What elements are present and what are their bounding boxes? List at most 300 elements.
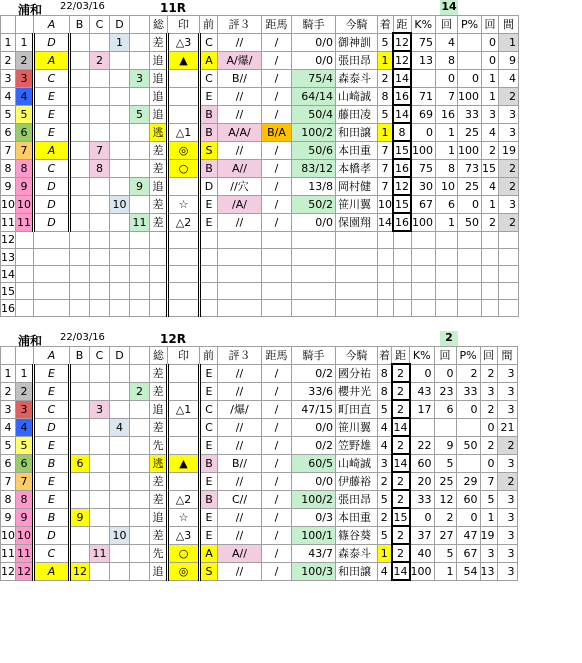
table-cell[interactable]: //穴 — [218, 177, 262, 195]
table-cell[interactable]: 0 — [410, 364, 435, 382]
table-cell[interactable]: 追 — [150, 508, 168, 526]
table-cell[interactable]: // — [218, 562, 262, 580]
table-cell[interactable]: D — [34, 213, 70, 231]
table-cell[interactable]: 6 — [16, 123, 34, 141]
table-cell[interactable] — [16, 249, 34, 266]
table-cell[interactable]: A — [200, 51, 218, 69]
table-cell[interactable] — [130, 300, 150, 317]
table-cell[interactable] — [458, 283, 482, 300]
table-cell[interactable] — [150, 231, 168, 249]
table-cell[interactable]: ◎ — [168, 141, 200, 159]
table-cell[interactable]: / — [262, 562, 292, 580]
table-cell[interactable]: E — [34, 123, 70, 141]
table-cell[interactable]: 2 — [16, 382, 34, 400]
table-cell[interactable]: E — [34, 87, 70, 105]
table-cell[interactable]: 7 — [16, 141, 34, 159]
table-cell[interactable]: 逃 — [150, 454, 168, 472]
table-cell[interactable] — [110, 283, 130, 300]
table-cell[interactable]: /爆/ — [218, 400, 262, 418]
table-cell[interactable] — [90, 526, 110, 544]
table-cell[interactable] — [110, 562, 130, 580]
table-cell[interactable]: // — [218, 33, 262, 51]
table-cell[interactable]: 7 — [1, 141, 16, 159]
table-cell[interactable]: / — [262, 472, 292, 490]
table-cell[interactable]: 47/15 — [292, 400, 336, 418]
table-cell[interactable]: 7 — [1, 472, 16, 490]
table-cell[interactable]: 15 — [393, 195, 411, 213]
table-cell[interactable] — [70, 382, 90, 400]
table-cell[interactable] — [378, 249, 394, 266]
table-cell[interactable]: 0 — [436, 69, 458, 87]
table-cell[interactable]: 12 — [393, 177, 411, 195]
table-cell[interactable]: 3 — [16, 69, 34, 87]
table-cell[interactable] — [110, 490, 130, 508]
table-cell[interactable]: 13 — [1, 250, 15, 264]
table-cell[interactable]: // — [218, 526, 262, 544]
table-cell[interactable]: 6 — [1, 123, 16, 141]
table-cell[interactable]: 1 — [378, 51, 394, 69]
table-cell[interactable] — [130, 490, 150, 508]
table-cell[interactable]: 22 — [410, 436, 435, 454]
table-cell[interactable]: 3 — [497, 400, 517, 418]
table-cell[interactable] — [90, 123, 110, 141]
table-cell[interactable] — [168, 382, 200, 400]
table-cell[interactable] — [436, 300, 458, 317]
table-cell[interactable] — [34, 283, 70, 300]
table-cell[interactable]: 0 — [482, 33, 499, 51]
table-cell[interactable]: 50 — [456, 436, 480, 454]
table-cell[interactable]: 1 — [436, 141, 458, 159]
table-cell[interactable] — [70, 544, 90, 562]
table-cell[interactable]: 0/2 — [292, 436, 336, 454]
table-cell[interactable]: 12 — [434, 490, 456, 508]
table-cell[interactable]: 4 — [482, 123, 499, 141]
table-cell[interactable] — [168, 364, 200, 382]
table-cell[interactable]: E — [200, 472, 218, 490]
table-cell[interactable] — [70, 364, 90, 382]
table-cell[interactable]: 2 — [497, 472, 517, 490]
table-cell[interactable] — [336, 266, 378, 283]
table-cell[interactable]: / — [262, 544, 292, 562]
table-cell[interactable]: 12 — [393, 33, 411, 51]
table-cell[interactable]: 2 — [392, 472, 410, 490]
table-cell[interactable] — [168, 266, 200, 283]
table-cell[interactable] — [150, 266, 168, 283]
table-cell[interactable]: D — [34, 33, 70, 51]
table-cell[interactable] — [130, 159, 150, 177]
table-cell[interactable]: 2 — [378, 472, 392, 490]
table-cell[interactable] — [110, 177, 130, 195]
table-cell[interactable]: 43 — [410, 382, 435, 400]
table-cell[interactable] — [110, 382, 130, 400]
table-cell[interactable]: 4 — [499, 69, 519, 87]
table-cell[interactable] — [110, 141, 130, 159]
table-cell[interactable]: 1 — [1, 364, 16, 382]
table-cell[interactable]: 73 — [458, 159, 482, 177]
table-cell[interactable]: 4 — [436, 33, 458, 51]
table-cell[interactable] — [70, 105, 90, 123]
table-cell[interactable]: 0 — [482, 51, 499, 69]
table-cell[interactable]: 5 — [480, 490, 497, 508]
table-cell[interactable]: 3 — [497, 490, 517, 508]
table-cell[interactable]: C — [34, 159, 70, 177]
table-cell[interactable]: 5 — [16, 105, 34, 123]
table-cell[interactable]: 12 — [70, 562, 90, 580]
table-cell[interactable]: 5 — [1, 436, 16, 454]
table-cell[interactable] — [70, 177, 90, 195]
table-cell[interactable]: A// — [218, 544, 262, 562]
table-cell[interactable] — [16, 266, 34, 283]
table-cell[interactable]: 12 — [1, 231, 16, 249]
table-cell[interactable]: 1 — [16, 33, 34, 51]
table-cell[interactable]: 8 — [378, 364, 392, 382]
table-cell[interactable] — [336, 249, 378, 266]
table-cell[interactable]: / — [262, 382, 292, 400]
table-cell[interactable]: 差 — [150, 472, 168, 490]
table-cell[interactable] — [70, 195, 90, 213]
table-cell[interactable]: 23 — [434, 382, 456, 400]
table-cell[interactable] — [456, 454, 480, 472]
table-cell[interactable]: 先 — [150, 544, 168, 562]
table-cell[interactable]: 9 — [130, 177, 150, 195]
table-cell[interactable]: 3 — [130, 69, 150, 87]
table-cell[interactable] — [110, 472, 130, 490]
table-cell[interactable] — [130, 141, 150, 159]
table-cell[interactable]: 國分祐 — [336, 364, 378, 382]
table-cell[interactable]: / — [262, 418, 292, 436]
table-cell[interactable]: 21 — [497, 418, 517, 436]
table-cell[interactable] — [70, 472, 90, 490]
table-cell[interactable]: 追 — [150, 105, 168, 123]
table-cell[interactable]: 50 — [458, 213, 482, 231]
table-cell[interactable] — [150, 249, 168, 266]
table-cell[interactable] — [200, 231, 218, 249]
table-cell[interactable]: 0/0 — [292, 472, 336, 490]
table-cell[interactable]: 8 — [16, 159, 34, 177]
table-cell[interactable] — [90, 195, 110, 213]
table-cell[interactable] — [130, 364, 150, 382]
table-cell[interactable]: 0 — [411, 123, 436, 141]
table-cell[interactable] — [411, 231, 436, 249]
table-cell[interactable]: 10 — [1, 195, 16, 213]
table-cell[interactable]: 3 — [16, 400, 34, 418]
table-cell[interactable]: 1 — [16, 364, 34, 382]
table-cell[interactable]: 7 — [16, 472, 34, 490]
table-cell[interactable]: 14 — [392, 562, 410, 580]
table-cell[interactable]: S — [200, 562, 218, 580]
table-cell[interactable] — [90, 177, 110, 195]
table-cell[interactable]: 御神訓 — [336, 33, 378, 51]
table-cell[interactable]: 27 — [434, 526, 456, 544]
table-cell[interactable] — [110, 544, 130, 562]
table-cell[interactable]: 3 — [497, 562, 517, 580]
table-cell[interactable]: 2 — [392, 490, 410, 508]
table-cell[interactable] — [70, 33, 90, 51]
table-cell[interactable]: 0/0 — [292, 33, 336, 51]
table-cell[interactable] — [499, 283, 519, 300]
table-cell[interactable] — [410, 418, 435, 436]
table-cell[interactable]: 33 — [458, 105, 482, 123]
table-cell[interactable]: ◎ — [168, 562, 200, 580]
table-cell[interactable]: 8 — [16, 490, 34, 508]
table-cell[interactable] — [482, 231, 499, 249]
table-cell[interactable]: 6 — [434, 400, 456, 418]
table-cell[interactable]: △1 — [168, 400, 200, 418]
table-cell[interactable]: E — [34, 436, 70, 454]
table-cell[interactable]: E — [200, 526, 218, 544]
table-cell[interactable]: 11 — [1, 213, 16, 231]
table-cell[interactable]: 71 — [411, 87, 436, 105]
table-cell[interactable]: 11 — [16, 213, 34, 231]
table-cell[interactable]: 19 — [480, 526, 497, 544]
table-cell[interactable] — [34, 266, 70, 283]
table-cell[interactable]: 2 — [499, 87, 519, 105]
table-cell[interactable]: A — [34, 562, 70, 580]
table-cell[interactable]: 8 — [393, 123, 411, 141]
table-cell[interactable] — [90, 249, 110, 266]
table-cell[interactable]: 0 — [456, 400, 480, 418]
table-cell[interactable]: 2 — [392, 400, 410, 418]
table-cell[interactable] — [168, 87, 200, 105]
table-cell[interactable] — [336, 231, 378, 249]
table-cell[interactable]: 10 — [16, 195, 34, 213]
table-cell[interactable] — [200, 266, 218, 283]
table-cell[interactable] — [168, 418, 200, 436]
table-cell[interactable]: // — [218, 508, 262, 526]
table-cell[interactable] — [70, 159, 90, 177]
table-cell[interactable]: C — [34, 69, 70, 87]
table-cell[interactable]: 先 — [150, 436, 168, 454]
table-cell[interactable]: 14 — [392, 454, 410, 472]
table-cell[interactable] — [499, 266, 519, 283]
table-cell[interactable]: 4 — [378, 418, 392, 436]
table-cell[interactable]: 14 — [393, 105, 411, 123]
table-cell[interactable] — [292, 266, 336, 283]
table-cell[interactable]: 47 — [456, 526, 480, 544]
table-cell[interactable]: 16 — [393, 87, 411, 105]
table-cell[interactable]: 2 — [378, 508, 392, 526]
table-cell[interactable]: 3 — [482, 105, 499, 123]
table-cell[interactable] — [436, 249, 458, 266]
table-cell[interactable] — [110, 249, 130, 266]
table-cell[interactable]: 2 — [392, 364, 410, 382]
table-cell[interactable]: 追 — [150, 400, 168, 418]
table-cell[interactable] — [70, 490, 90, 508]
table-cell[interactable]: △1 — [168, 123, 200, 141]
table-cell[interactable]: 2 — [392, 382, 410, 400]
table-cell[interactable]: 3 — [480, 544, 497, 562]
table-cell[interactable]: 4 — [1, 87, 16, 105]
table-cell[interactable]: 3 — [499, 105, 519, 123]
table-cell[interactable] — [168, 472, 200, 490]
table-cell[interactable]: 0/0 — [292, 418, 336, 436]
table-cell[interactable]: 張田昂 — [336, 51, 378, 69]
table-cell[interactable]: 2 — [130, 382, 150, 400]
table-cell[interactable]: A/爆/ — [218, 51, 262, 69]
table-cell[interactable]: 差 — [150, 213, 168, 231]
table-cell[interactable]: 本田重 — [336, 508, 378, 526]
table-cell[interactable] — [200, 283, 218, 300]
table-cell[interactable] — [218, 231, 262, 249]
table-cell[interactable]: E — [200, 195, 218, 213]
table-cell[interactable] — [130, 418, 150, 436]
table-cell[interactable]: 2 — [392, 526, 410, 544]
table-cell[interactable] — [90, 87, 110, 105]
table-cell[interactable]: 83/12 — [292, 159, 336, 177]
table-cell[interactable]: 5 — [378, 33, 394, 51]
table-cell[interactable] — [458, 249, 482, 266]
table-cell[interactable]: C// — [218, 490, 262, 508]
table-cell[interactable]: 3 — [497, 508, 517, 526]
table-cell[interactable]: 16 — [393, 159, 411, 177]
table-cell[interactable]: 3 — [497, 526, 517, 544]
table-cell[interactable] — [110, 364, 130, 382]
table-cell[interactable]: 保園翔 — [336, 213, 378, 231]
table-cell[interactable] — [262, 283, 292, 300]
table-cell[interactable] — [458, 300, 482, 317]
table-cell[interactable] — [436, 266, 458, 283]
table-cell[interactable]: 75 — [411, 159, 436, 177]
table-cell[interactable]: 17 — [410, 400, 435, 418]
table-cell[interactable]: 和田譲 — [336, 123, 378, 141]
table-cell[interactable]: 2 — [16, 51, 34, 69]
table-cell[interactable]: B — [200, 159, 218, 177]
table-cell[interactable]: 33 — [410, 490, 435, 508]
table-cell[interactable] — [458, 266, 482, 283]
table-cell[interactable] — [292, 249, 336, 266]
table-cell[interactable] — [262, 266, 292, 283]
table-cell[interactable] — [482, 266, 499, 283]
table-cell[interactable]: E — [34, 472, 70, 490]
table-cell[interactable] — [436, 231, 458, 249]
table-cell[interactable]: ▲ — [168, 51, 200, 69]
table-cell[interactable]: ▲ — [168, 454, 200, 472]
table-cell[interactable]: 差 — [150, 141, 168, 159]
table-cell[interactable]: 37 — [410, 526, 435, 544]
table-cell[interactable]: 2 — [480, 400, 497, 418]
table-cell[interactable]: 追 — [150, 177, 168, 195]
table-cell[interactable] — [458, 231, 482, 249]
table-cell[interactable]: 67 — [411, 195, 436, 213]
table-cell[interactable]: 3 — [480, 382, 497, 400]
table-cell[interactable]: 差 — [150, 418, 168, 436]
table-cell[interactable]: 15 — [392, 508, 410, 526]
table-cell[interactable] — [292, 300, 336, 317]
table-cell[interactable]: 7 — [378, 141, 394, 159]
table-cell[interactable] — [168, 249, 200, 266]
table-cell[interactable]: 2 — [378, 69, 394, 87]
table-cell[interactable]: A/A/ — [218, 123, 262, 141]
table-cell[interactable]: 1 — [482, 69, 499, 87]
table-cell[interactable]: 25 — [434, 472, 456, 490]
table-cell[interactable] — [16, 231, 34, 249]
table-cell[interactable] — [90, 490, 110, 508]
table-cell[interactable]: 2 — [499, 159, 519, 177]
table-cell[interactable]: // — [218, 472, 262, 490]
table-cell[interactable] — [168, 105, 200, 123]
table-cell[interactable]: C — [200, 69, 218, 87]
table-cell[interactable]: 伊藤裕 — [336, 472, 378, 490]
table-cell[interactable] — [168, 300, 200, 317]
table-cell[interactable]: 1 — [110, 33, 130, 51]
table-cell[interactable] — [130, 266, 150, 283]
table-cell[interactable]: / — [262, 69, 292, 87]
table-cell[interactable]: 8 — [1, 490, 16, 508]
table-cell[interactable]: 張田昂 — [336, 490, 378, 508]
table-cell[interactable]: E — [200, 382, 218, 400]
table-cell[interactable]: 9 — [16, 508, 34, 526]
table-cell[interactable] — [499, 300, 519, 317]
table-cell[interactable]: 50/6 — [292, 141, 336, 159]
table-cell[interactable]: ○ — [168, 544, 200, 562]
table-cell[interactable]: 54 — [456, 562, 480, 580]
table-cell[interactable] — [110, 231, 130, 249]
table-cell[interactable]: 6 — [70, 454, 90, 472]
table-cell[interactable]: / — [262, 454, 292, 472]
table-cell[interactable]: 10 — [110, 526, 130, 544]
table-cell[interactable]: 60/5 — [292, 454, 336, 472]
table-cell[interactable] — [70, 400, 90, 418]
table-cell[interactable] — [110, 87, 130, 105]
table-cell[interactable]: 100 — [458, 141, 482, 159]
table-cell[interactable]: E — [200, 436, 218, 454]
table-cell[interactable]: 3 — [497, 382, 517, 400]
table-cell[interactable]: // — [218, 382, 262, 400]
table-cell[interactable] — [70, 418, 90, 436]
table-cell[interactable]: / — [262, 141, 292, 159]
table-cell[interactable]: 60 — [410, 454, 435, 472]
table-cell[interactable]: 3 — [497, 544, 517, 562]
table-cell[interactable] — [378, 283, 394, 300]
table-cell[interactable] — [90, 213, 110, 231]
table-cell[interactable]: 5 — [378, 400, 392, 418]
table-cell[interactable]: 69 — [411, 105, 436, 123]
table-cell[interactable]: 森泰斗 — [336, 544, 378, 562]
table-cell[interactable]: 15 — [482, 159, 499, 177]
table-cell[interactable]: 6 — [436, 195, 458, 213]
table-cell[interactable] — [90, 472, 110, 490]
table-cell[interactable]: 8 — [1, 159, 16, 177]
table-cell[interactable]: 岡村健 — [336, 177, 378, 195]
table-cell[interactable] — [130, 526, 150, 544]
table-cell[interactable] — [262, 300, 292, 317]
table-cell[interactable]: 11 — [16, 544, 34, 562]
table-cell[interactable]: / — [262, 87, 292, 105]
table-cell[interactable]: 追 — [150, 87, 168, 105]
table-cell[interactable]: 1 — [1, 33, 16, 51]
table-cell[interactable]: 櫻井光 — [336, 382, 378, 400]
table-cell[interactable] — [499, 249, 519, 266]
table-cell[interactable]: 7 — [378, 159, 394, 177]
table-cell[interactable] — [90, 283, 110, 300]
table-cell[interactable]: 0 — [480, 454, 497, 472]
table-cell[interactable] — [130, 544, 150, 562]
table-cell[interactable] — [70, 300, 90, 317]
table-cell[interactable] — [90, 382, 110, 400]
table-cell[interactable]: 笠野雄 — [336, 436, 378, 454]
table-cell[interactable]: / — [262, 159, 292, 177]
table-cell[interactable] — [218, 249, 262, 266]
table-cell[interactable]: 3 — [499, 195, 519, 213]
table-cell[interactable]: 4 — [482, 177, 499, 195]
table-cell[interactable] — [130, 283, 150, 300]
table-cell[interactable]: 2 — [480, 436, 497, 454]
table-cell[interactable] — [130, 249, 150, 266]
table-cell[interactable]: 追 — [150, 69, 168, 87]
table-cell[interactable]: 64/14 — [292, 87, 336, 105]
table-cell[interactable]: 33/6 — [292, 382, 336, 400]
table-cell[interactable] — [70, 283, 90, 300]
